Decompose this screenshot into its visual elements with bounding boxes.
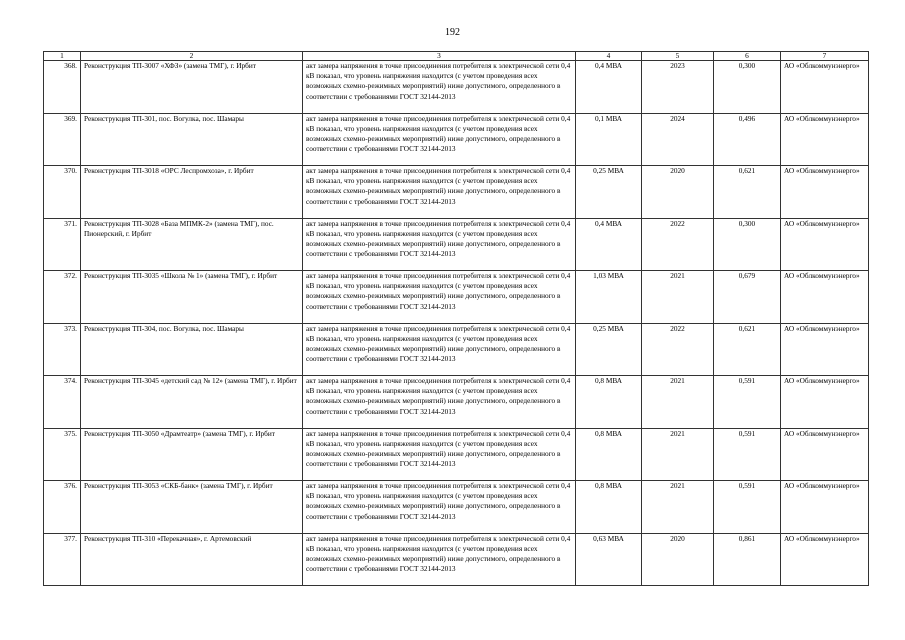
- column-header: 5: [642, 52, 714, 61]
- cell-capacity: 1,03 МВА: [576, 271, 642, 324]
- cell-organization: АО «Облкоммунэнерго»: [781, 113, 869, 166]
- cell-capacity: 0,25 МВА: [576, 166, 642, 219]
- table-row: [44, 428, 869, 481]
- column-header: 7: [781, 52, 869, 61]
- cell-cost: 0,591: [714, 481, 781, 534]
- cell-capacity: 0,4 МВА: [576, 61, 642, 114]
- cell-cost: 0,621: [714, 166, 781, 219]
- cell-project-name: Реконструкция ТП-301, пос. Вогулка, пос. Шамары: [81, 113, 303, 166]
- header-row: [44, 52, 869, 61]
- table-row: [44, 323, 869, 376]
- cell-project-name: Реконструкция ТП-3053 «СКБ-банк» (замена ТМГ), г. Ирбит: [81, 481, 303, 534]
- column-header: 4: [576, 52, 642, 61]
- cell-cost: 0,591: [714, 376, 781, 429]
- cell-project-name: Реконструкция ТП-3045 «детский сад № 12» (замена ТМГ), г. Ирбит: [81, 376, 303, 429]
- cell-capacity: 0,8 МВА: [576, 428, 642, 481]
- table-row: [44, 376, 869, 429]
- table-row: [44, 218, 869, 271]
- cell-project-name: Реконструкция ТП-3018 «ОРС Леспромхоза», г. Ирбит: [81, 166, 303, 219]
- cell-project-name: Реконструкция ТП-304, пос. Вогулка, пос. Шамары: [81, 323, 303, 376]
- cell-justification: акт замера напряжения в точке присоединения потребителя к электрической сети 0,4 кВ показал, что уровень напряжения находится (с учетом проведения всех возможных схемно-режимных мероприятий) ниже допустимого, определенного в соответствии с требованиями ГОСТ 32144-2013: [303, 61, 576, 114]
- cell-project-name: Реконструкция ТП-3050 «Драмтеатр» (замена ТМГ), г. Ирбит: [81, 428, 303, 481]
- cell-cost: 0,591: [714, 428, 781, 481]
- cell-capacity: 0,25 МВА: [576, 323, 642, 376]
- cell-cost: 0,496: [714, 113, 781, 166]
- cell-project-name: Реконструкция ТП-3035 «Школа № 1» (замена ТМГ), г. Ирбит: [81, 271, 303, 324]
- table-row: [44, 533, 869, 586]
- cell-organization: АО «Облкоммунэнерго»: [781, 376, 869, 429]
- cell-row-number: 376.: [44, 481, 81, 534]
- cell-organization: АО «Облкоммунэнерго»: [781, 428, 869, 481]
- table-row: [44, 481, 869, 534]
- cell-cost: 0,300: [714, 61, 781, 114]
- cell-project-name: Реконструкция ТП-3007 «ХФЗ» (замена ТМГ), г. Ирбит: [81, 61, 303, 114]
- cell-year: 2022: [642, 323, 714, 376]
- cell-year: 2021: [642, 481, 714, 534]
- cell-organization: АО «Облкоммунэнерго»: [781, 166, 869, 219]
- column-header: 1: [44, 52, 81, 61]
- cell-justification: акт замера напряжения в точке присоединения потребителя к электрической сети 0,4 кВ показал, что уровень напряжения находится (с учетом проведения всех возможных схемно-режимных мероприятий) ниже допустимого, определенного в соответствии с требованиями ГОСТ 32144-2013: [303, 481, 576, 534]
- cell-cost: 0,300: [714, 218, 781, 271]
- cell-row-number: 377.: [44, 533, 81, 586]
- column-header: 6: [714, 52, 781, 61]
- cell-row-number: 371.: [44, 218, 81, 271]
- cell-row-number: 369.: [44, 113, 81, 166]
- cell-row-number: 372.: [44, 271, 81, 324]
- cell-year: 2020: [642, 166, 714, 219]
- cell-capacity: 0,8 МВА: [576, 481, 642, 534]
- table-body: [44, 61, 869, 586]
- cell-project-name: Реконструкция ТП-310 «Перекачная», г. Артемовский: [81, 533, 303, 586]
- cell-year: 2021: [642, 271, 714, 324]
- cell-row-number: 373.: [44, 323, 81, 376]
- cell-justification: акт замера напряжения в точке присоединения потребителя к электрической сети 0,4 кВ показал, что уровень напряжения находится (с учетом проведения всех возможных схемно-режимных мероприятий) ниже допустимого, определенного в соответствии с требованиями ГОСТ 32144-2013: [303, 428, 576, 481]
- cell-row-number: 370.: [44, 166, 81, 219]
- cell-year: 2022: [642, 218, 714, 271]
- cell-cost: 0,861: [714, 533, 781, 586]
- cell-year: 2020: [642, 533, 714, 586]
- cell-organization: АО «Облкоммунэнерго»: [781, 271, 869, 324]
- cell-organization: АО «Облкоммунэнерго»: [781, 533, 869, 586]
- cell-justification: акт замера напряжения в точке присоединения потребителя к электрической сети 0,4 кВ показал, что уровень напряжения находится (с учетом проведения всех возможных схемно-режимных мероприятий) ниже допустимого, определенного в соответствии с требованиями ГОСТ 32144-2013: [303, 376, 576, 429]
- cell-year: 2021: [642, 428, 714, 481]
- cell-organization: АО «Облкоммунэнерго»: [781, 61, 869, 114]
- table-row: [44, 166, 869, 219]
- projects-table: [43, 51, 869, 586]
- cell-capacity: 0,4 МВА: [576, 218, 642, 271]
- cell-justification: акт замера напряжения в точке присоединения потребителя к электрической сети 0,4 кВ показал, что уровень напряжения находится (с учетом проведения всех возможных схемно-режимных мероприятий) ниже допустимого, определенного в соответствии с требованиями ГОСТ 32144-2013: [303, 218, 576, 271]
- cell-cost: 0,679: [714, 271, 781, 324]
- column-header: 3: [303, 52, 576, 61]
- cell-justification: акт замера напряжения в точке присоединения потребителя к электрической сети 0,4 кВ показал, что уровень напряжения находится (с учетом проведения всех возможных схемно-режимных мероприятий) ниже допустимого, определенного в соответствии с требованиями ГОСТ 32144-2013: [303, 271, 576, 324]
- cell-organization: АО «Облкоммунэнерго»: [781, 323, 869, 376]
- cell-capacity: 0,1 МВА: [576, 113, 642, 166]
- cell-justification: акт замера напряжения в точке присоединения потребителя к электрической сети 0,4 кВ показал, что уровень напряжения находится (с учетом проведения всех возможных схемно-режимных мероприятий) ниже допустимого, определенного в соответствии с требованиями ГОСТ 32144-2013: [303, 323, 576, 376]
- cell-row-number: 368.: [44, 61, 81, 114]
- table-row: [44, 61, 869, 114]
- cell-year: 2023: [642, 61, 714, 114]
- table-row: [44, 271, 869, 324]
- cell-year: 2021: [642, 376, 714, 429]
- cell-cost: 0,621: [714, 323, 781, 376]
- cell-row-number: 374.: [44, 376, 81, 429]
- cell-justification: акт замера напряжения в точке присоединения потребителя к электрической сети 0,4 кВ показал, что уровень напряжения находится (с учетом проведения всех возможных схемно-режимных мероприятий) ниже допустимого, определенного в соответствии с требованиями ГОСТ 32144-2013: [303, 113, 576, 166]
- page-number: 192: [445, 27, 460, 38]
- cell-organization: АО «Облкоммунэнерго»: [781, 481, 869, 534]
- cell-justification: акт замера напряжения в точке присоединения потребителя к электрической сети 0,4 кВ показал, что уровень напряжения находится (с учетом проведения всех возможных схемно-режимных мероприятий) ниже допустимого, определенного в соответствии с требованиями ГОСТ 32144-2013: [303, 533, 576, 586]
- cell-capacity: 0,8 МВА: [576, 376, 642, 429]
- cell-year: 2024: [642, 113, 714, 166]
- cell-row-number: 375.: [44, 428, 81, 481]
- cell-project-name: Реконструкция ТП-3028 «База МПМК-2» (замена ТМГ), пос. Пионерский, г. Ирбит: [81, 218, 303, 271]
- column-header: 2: [81, 52, 303, 61]
- cell-organization: АО «Облкоммунэнерго»: [781, 218, 869, 271]
- table-row: [44, 113, 869, 166]
- cell-capacity: 0,63 МВА: [576, 533, 642, 586]
- cell-justification: акт замера напряжения в точке присоединения потребителя к электрической сети 0,4 кВ показал, что уровень напряжения находится (с учетом проведения всех возможных схемно-режимных мероприятий) ниже допустимого, определенного в соответствии с требованиями ГОСТ 32144-2013: [303, 166, 576, 219]
